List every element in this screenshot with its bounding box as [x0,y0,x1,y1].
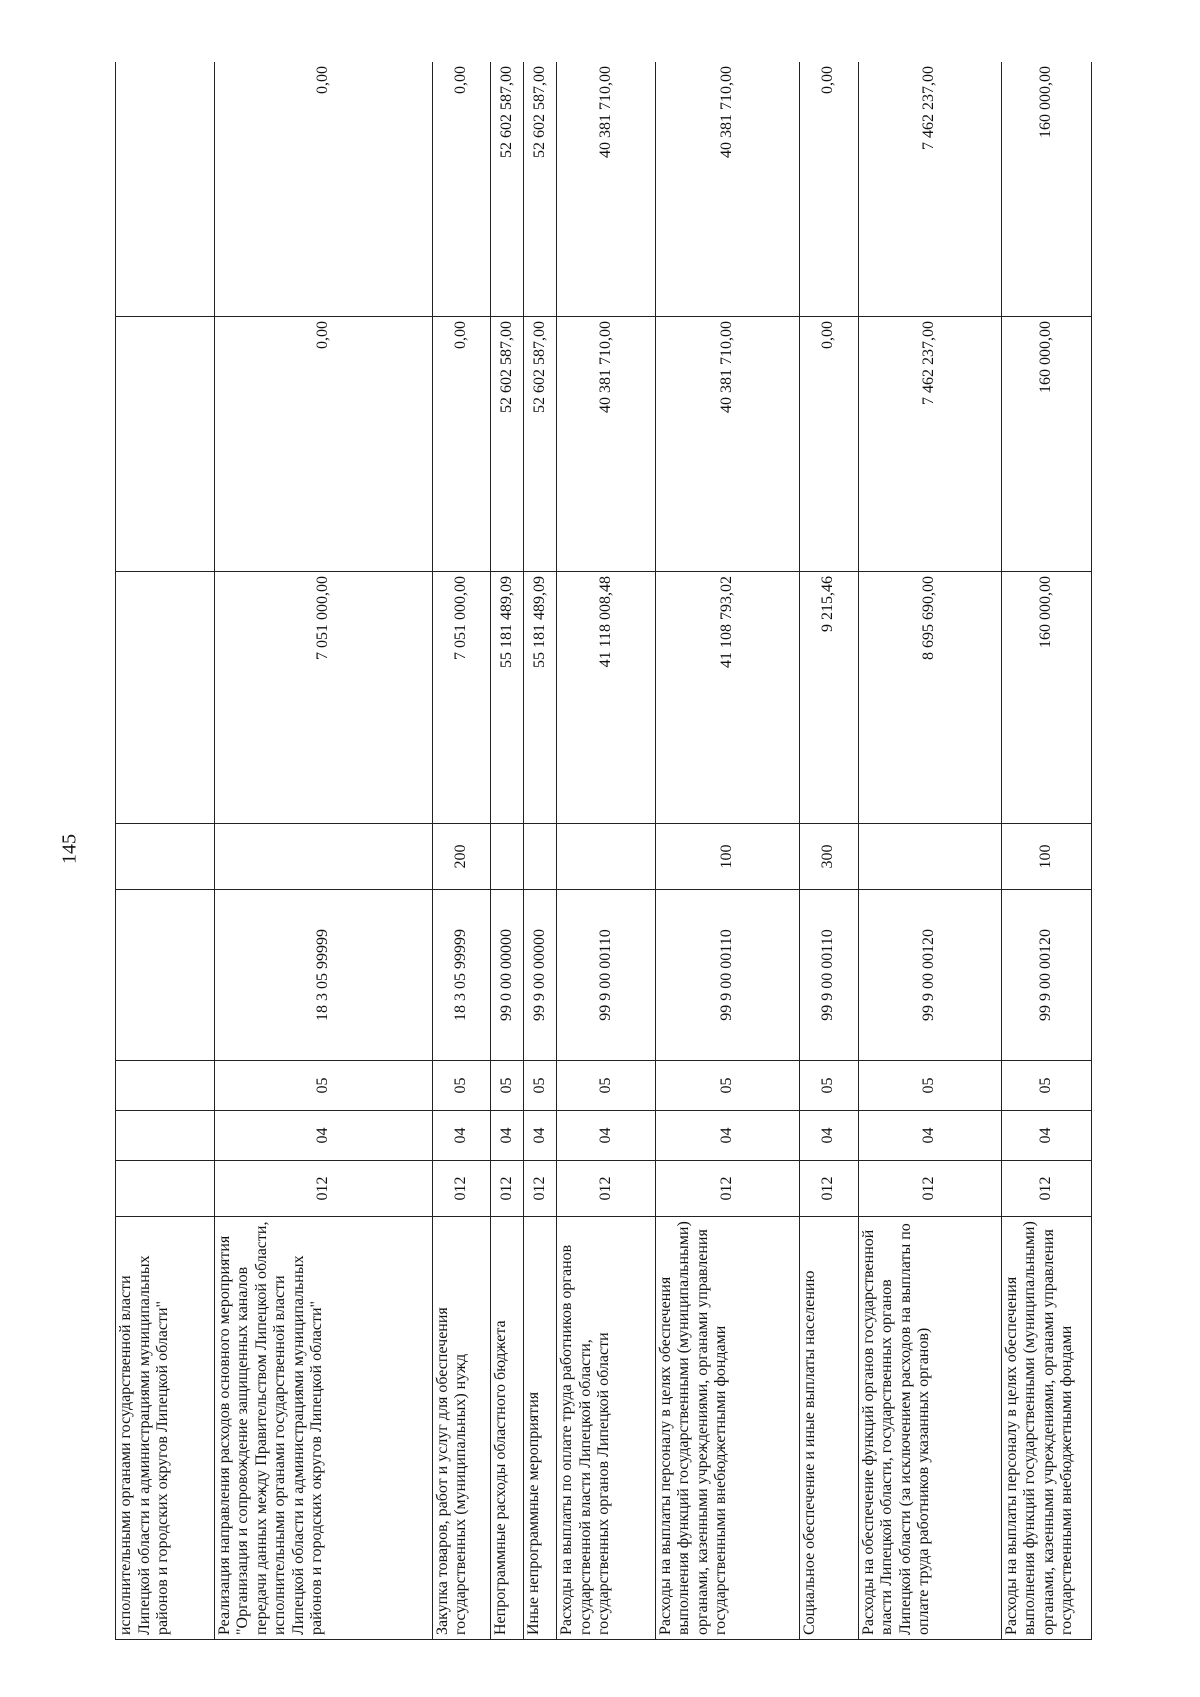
ministry-code-cell: 012 [858,1161,1001,1217]
subsection-code-cell: 05 [1001,1061,1091,1111]
amount-current-year-cell: 160 000,00 [1001,572,1091,824]
section-code-cell: 04 [1001,1111,1091,1161]
amount-current-year-cell: 41 118 008,48 [557,572,656,824]
amount-second-year-cell: 52 602 587,00 [491,62,524,317]
section-code-cell: 04 [557,1111,656,1161]
table-row [214,62,432,1640]
subsection-code-cell: 05 [524,1061,557,1111]
amount-next-year-cell [116,317,215,572]
amount-current-year-cell: 41 108 793,02 [655,572,799,824]
amount-second-year-cell [116,62,215,317]
target-article-code-cell [116,890,215,1061]
table-row [432,62,491,1640]
row-name-cell: Социальное обеспечение и иные выплаты населению [799,1217,858,1640]
amount-next-year-cell: 0,00 [214,317,432,572]
subsection-code-cell: 05 [432,1061,491,1111]
target-article-code-cell: 99 9 00 00110 [799,890,858,1061]
row-name-cell: Непрограммные расходы областного бюджета [491,1217,524,1640]
row-name-cell: Расходы на выплаты персоналу в целях обеспечения выполнения функций государственными (муниципальными) органами, казенными учреждениями, органами управления государственными внебюджетными фондами [1001,1217,1091,1640]
amount-next-year-cell: 0,00 [432,317,491,572]
subsection-code-cell: 05 [557,1061,656,1111]
ministry-code-cell: 012 [524,1161,557,1217]
amount-current-year-cell: 7 051 000,00 [432,572,491,824]
budget-table-area [115,62,1092,1640]
budget-table [115,62,1092,1640]
amount-current-year-cell: 55 181 489,09 [491,572,524,824]
expense-type-code-cell [858,824,1001,890]
subsection-code-cell [116,1061,215,1111]
table-row [858,62,1001,1640]
subsection-code-cell: 05 [491,1061,524,1111]
expense-type-code-cell [116,824,215,890]
subsection-code-cell: 05 [655,1061,799,1111]
section-code-cell: 04 [432,1111,491,1161]
table-body [116,62,1092,1640]
amount-second-year-cell: 7 462 237,00 [858,62,1001,317]
amount-second-year-cell: 0,00 [214,62,432,317]
row-name-cell: Расходы на обеспечение функций органов государственной власти Липецкой области, государственных органов Липецкой области (за исключением расходов на выплаты по оплате труда работников указанных органов) [858,1217,1001,1640]
target-article-code-cell: 99 9 00 00120 [1001,890,1091,1061]
amount-next-year-cell: 160 000,00 [1001,317,1091,572]
amount-current-year-cell: 9 215,46 [799,572,858,824]
subsection-code-cell: 05 [214,1061,432,1111]
table-row [799,62,858,1640]
amount-current-year-cell: 7 051 000,00 [214,572,432,824]
amount-second-year-cell: 40 381 710,00 [557,62,656,317]
table-row [655,62,799,1640]
amount-current-year-cell: 8 695 690,00 [858,572,1001,824]
target-article-code-cell: 18 3 05 99999 [214,890,432,1061]
amount-second-year-cell: 0,00 [799,62,858,317]
amount-second-year-cell: 0,00 [432,62,491,317]
target-article-code-cell: 18 3 05 99999 [432,890,491,1061]
row-name-cell: Закупка товаров, работ и услуг для обеспечения государственных (муниципальных) нужд [432,1217,491,1640]
amount-next-year-cell: 52 602 587,00 [524,317,557,572]
expense-type-code-cell [214,824,432,890]
section-code-cell: 04 [858,1111,1001,1161]
page-number: 145 [58,834,81,864]
table-row [116,62,215,1640]
expense-type-code-cell: 200 [432,824,491,890]
amount-current-year-cell: 55 181 489,09 [524,572,557,824]
ministry-code-cell: 012 [799,1161,858,1217]
expense-type-code-cell: 300 [799,824,858,890]
expense-type-code-cell [524,824,557,890]
row-name-cell: Расходы на выплаты по оплате труда работников органов государственной власти Липецкой области, государственных органов Липецкой области [557,1217,656,1640]
amount-next-year-cell: 40 381 710,00 [557,317,656,572]
row-name-cell: Иные непрограммные мероприятия [524,1217,557,1640]
section-code-cell: 04 [655,1111,799,1161]
expense-type-code-cell: 100 [1001,824,1091,890]
amount-second-year-cell: 160 000,00 [1001,62,1091,317]
row-name-cell: исполнительными органами государственной власти Липецкой области и администрациями муниципальных районов и городских округов Липецкой области" [116,1217,215,1640]
amount-second-year-cell: 40 381 710,00 [655,62,799,317]
target-article-code-cell: 99 9 00 00120 [858,890,1001,1061]
amount-next-year-cell: 52 602 587,00 [491,317,524,572]
table-row [1001,62,1091,1640]
amount-current-year-cell [116,572,215,824]
ministry-code-cell: 012 [214,1161,432,1217]
row-name-cell: Расходы на выплаты персоналу в целях обеспечения выполнения функций государственными (муниципальными) органами, казенными учреждениями, органами управления государственными внебюджетными фондами [655,1217,799,1640]
subsection-code-cell: 05 [799,1061,858,1111]
target-article-code-cell: 99 9 00 00000 [524,890,557,1061]
amount-next-year-cell: 7 462 237,00 [858,317,1001,572]
target-article-code-cell: 99 9 00 00110 [557,890,656,1061]
ministry-code-cell: 012 [1001,1161,1091,1217]
rotated-table-wrapper [115,62,1092,1640]
expense-type-code-cell [557,824,656,890]
ministry-code-cell: 012 [491,1161,524,1217]
table-row [491,62,524,1640]
expense-type-code-cell [491,824,524,890]
table-row [557,62,656,1640]
ministry-code-cell: 012 [432,1161,491,1217]
section-code-cell: 04 [524,1111,557,1161]
amount-next-year-cell: 0,00 [799,317,858,572]
amount-second-year-cell: 52 602 587,00 [524,62,557,317]
expense-type-code-cell: 100 [655,824,799,890]
section-code-cell: 04 [491,1111,524,1161]
target-article-code-cell: 99 0 00 00000 [491,890,524,1061]
ministry-code-cell [116,1161,215,1217]
row-name-cell: Реализация направления расходов основного мероприятия "Организация и сопровождение защищенных каналов передачи данных между Правительством Липецкой области, исполнительными органами государственной власти Липецкой области и администрациями муниципальных районов и городских округов Липецкой области" [214,1217,432,1640]
amount-next-year-cell: 40 381 710,00 [655,317,799,572]
table-row [524,62,557,1640]
section-code-cell: 04 [214,1111,432,1161]
ministry-code-cell: 012 [655,1161,799,1217]
ministry-code-cell: 012 [557,1161,656,1217]
subsection-code-cell: 05 [858,1061,1001,1111]
target-article-code-cell: 99 9 00 00110 [655,890,799,1061]
section-code-cell: 04 [799,1111,858,1161]
section-code-cell [116,1111,215,1161]
